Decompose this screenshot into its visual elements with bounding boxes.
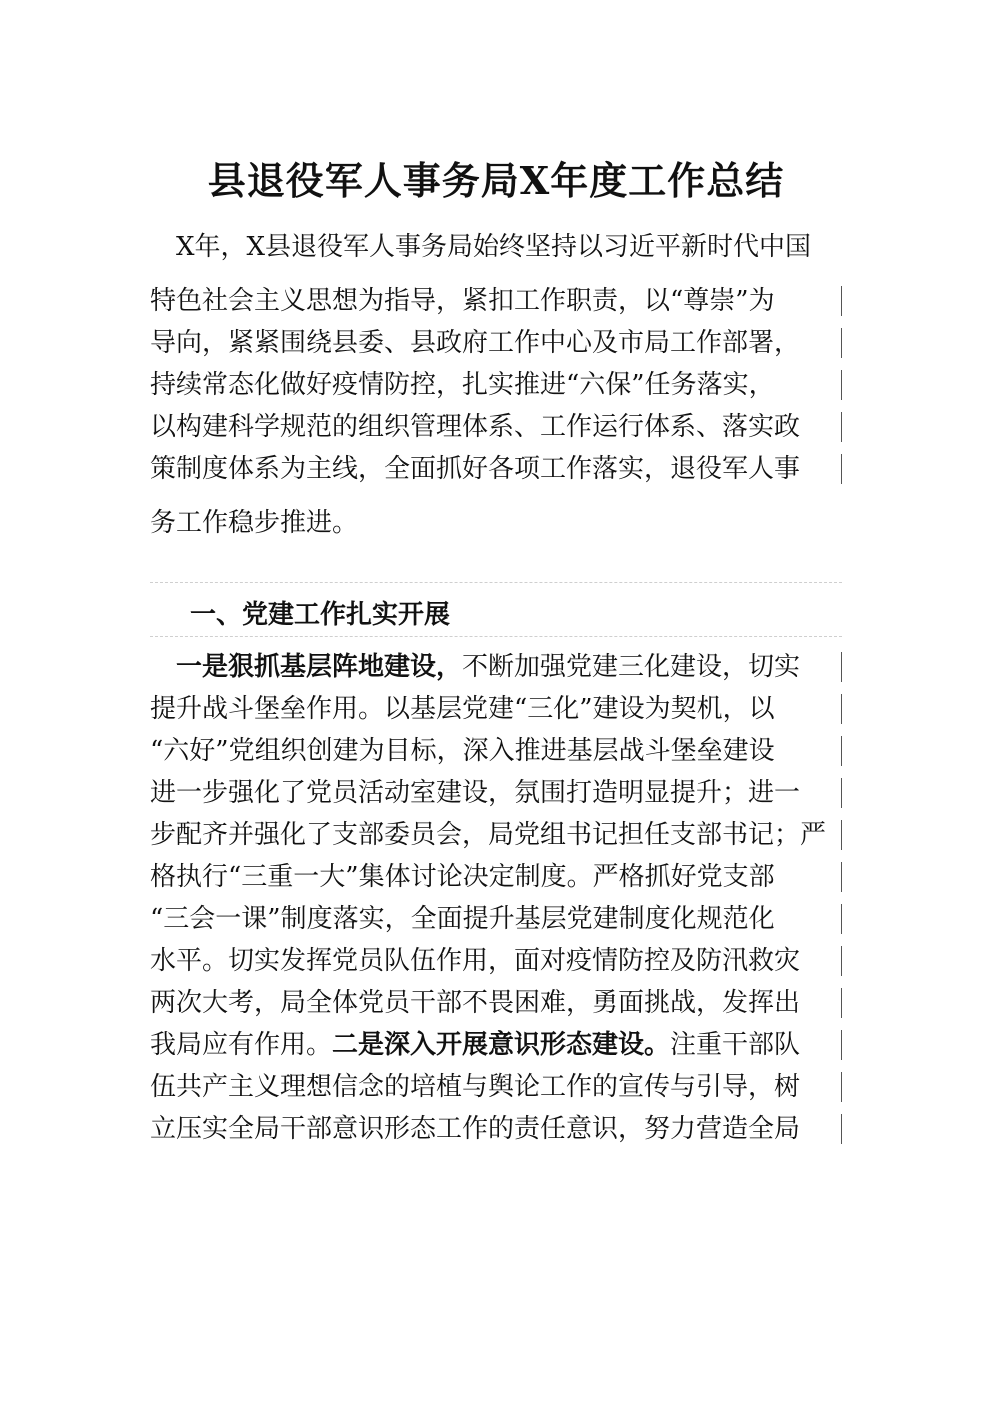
line-text: 不断加强党建三化建设，切实 [462, 652, 801, 682]
section-separator [150, 636, 842, 637]
intro-line: 务工作稳步推进。 [150, 508, 359, 538]
line-text: 我局应有作用。 [150, 1030, 333, 1060]
intro-paragraph [150, 220, 842, 550]
paragraph-line: 进一步强化了党员活动室建设，氛围打造明显提升；进一 [150, 778, 842, 808]
paragraph-line: 立压实全局干部意识形态工作的责任意识，努力营造全局 [150, 1114, 842, 1144]
intro-line: 特色社会主义思想为指导，紧扣工作职责，以“尊崇”为 [150, 286, 842, 316]
paragraph-line [150, 1030, 842, 1060]
paragraph-line: “六好”党组织创建为目标，深入推进基层战斗堡垒建设 [150, 736, 842, 766]
paragraph-line: “三会一课”制度落实，全面提升基层党建制度化规范化 [150, 904, 842, 934]
paragraph-line: 提升战斗堡垒作用。以基层党建“三化”建设为契机，以 [150, 694, 842, 724]
paragraph-line: 水平。切实发挥党员队伍作用，面对疫情防控及防汛救灾 [150, 946, 842, 976]
bold-lead: 二是深入开展意识形态建设。 [332, 1030, 671, 1060]
paragraph-line: 步配齐并强化了支部委员会，局党组书记担任支部书记；严 [150, 820, 842, 850]
intro-line: X年，X县退役军人事务局始终坚持以习近平新时代中国 [150, 232, 812, 262]
document-title: 县退役军人事务局X年度工作总结 [207, 158, 785, 203]
line-text: 注重干部队 [670, 1030, 801, 1060]
bold-lead: 一是狠抓基层阵地建设， [150, 652, 463, 682]
section-separator [150, 582, 842, 583]
paragraph-line [150, 652, 842, 682]
intro-line: 策制度体系为主线，全面抓好各项工作落实，退役军人事 [150, 454, 842, 484]
paragraph-line: 格执行“三重一大”集体讨论决定制度。严格抓好党支部 [150, 862, 842, 892]
paragraph-line: 伍共产主义理想信念的培植与舆论工作的宣传与引导，树 [150, 1072, 842, 1102]
intro-line: 持续常态化做好疫情防控，扎实推进“六保”任务落实， [150, 370, 842, 400]
section1-paragraph [150, 640, 842, 1156]
intro-line: 导向，紧紧围绕县委、县政府工作中心及市局工作部署， [150, 328, 842, 358]
paragraph-line: 两次大考，局全体党员干部不畏困难，勇面挑战，发挥出 [150, 988, 842, 1018]
intro-line: 以构建科学规范的组织管理体系、工作运行体系、落实政 [150, 412, 842, 442]
section-heading: 一、党建工作扎实开展 [190, 600, 451, 630]
